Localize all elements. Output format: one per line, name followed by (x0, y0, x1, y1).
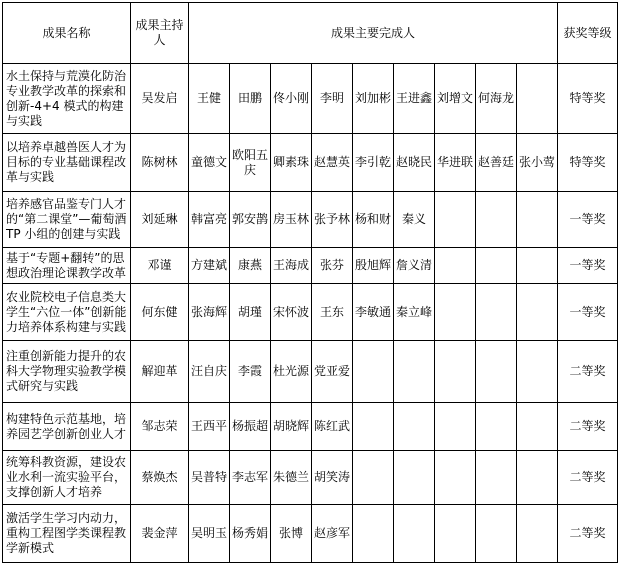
member-name (394, 505, 435, 563)
member-name (476, 403, 517, 451)
member-name (476, 505, 517, 563)
award-level: 一等奖 (558, 192, 618, 248)
member-name: 何海龙 (476, 64, 517, 134)
member-name: 华进联 (435, 134, 476, 192)
award-level: 二等奖 (558, 341, 618, 403)
table-body (3, 64, 618, 563)
header-level: 获奖等级 (558, 3, 618, 64)
achievement-name: 农业院校电子信息类大学生“六位一体”创新能力培养体系构建与实践 (3, 284, 131, 341)
member-name: 李引乾 (353, 134, 394, 192)
leader-name: 陈树林 (131, 134, 189, 192)
member-name: 韩富亮 (189, 192, 230, 248)
member-name: 李霞 (230, 341, 271, 403)
achievement-name: 构建特色示范基地，培养园艺学创新创业人才 (3, 403, 131, 451)
table-row (3, 451, 618, 505)
member-name (435, 505, 476, 563)
award-level: 二等奖 (558, 505, 618, 563)
member-name: 童德文 (189, 134, 230, 192)
table-row (3, 248, 618, 284)
member-name: 王东 (312, 284, 353, 341)
member-name: 党亚爱 (312, 341, 353, 403)
table-row (3, 284, 618, 341)
member-name (353, 403, 394, 451)
header-row (3, 3, 618, 64)
member-name: 李敏通 (353, 284, 394, 341)
award-level: 二等奖 (558, 403, 618, 451)
leader-name: 解迎革 (131, 341, 189, 403)
achievement-name: 激活学生学习内动力，重构工程图学类课程教学新模式 (3, 505, 131, 563)
member-name: 张小莺 (517, 134, 558, 192)
member-name (435, 248, 476, 284)
member-name (517, 248, 558, 284)
member-name: 张予林 (312, 192, 353, 248)
member-name: 胡笑涛 (312, 451, 353, 505)
member-name: 赵晓民 (394, 134, 435, 192)
table-row (3, 192, 618, 248)
award-level: 一等奖 (558, 248, 618, 284)
member-name: 张博 (271, 505, 312, 563)
member-name: 吴明玉 (189, 505, 230, 563)
member-name (517, 451, 558, 505)
member-name: 汪自庆 (189, 341, 230, 403)
leader-name: 何东健 (131, 284, 189, 341)
member-name (435, 192, 476, 248)
member-name: 杜光源 (271, 341, 312, 403)
member-name: 张芬 (312, 248, 353, 284)
member-name (435, 403, 476, 451)
member-name: 李志军 (230, 451, 271, 505)
member-name (394, 451, 435, 505)
achievement-name: 注重创新能力提升的农科大学物理实验教学模式研究与实践 (3, 341, 131, 403)
member-name (517, 341, 558, 403)
member-name: 秦义 (394, 192, 435, 248)
member-name: 殷旭辉 (353, 248, 394, 284)
member-name: 杨秀娟 (230, 505, 271, 563)
achievement-name: 统筹科教资源，建设农业水利一流实验平台，支撑创新人才培养 (3, 451, 131, 505)
member-name: 宋怀波 (271, 284, 312, 341)
member-name (517, 192, 558, 248)
achievement-name: 基于“专题+翻转”的思想政治理论课教学改革 (3, 248, 131, 284)
member-name: 杨和财 (353, 192, 394, 248)
member-name (476, 341, 517, 403)
leader-name: 邓谨 (131, 248, 189, 284)
table-row (3, 505, 618, 563)
achievement-name: 以培养卓越兽医人才为目标的专业基础课程改革与实践 (3, 134, 131, 192)
award-level: 一等奖 (558, 284, 618, 341)
member-name (353, 505, 394, 563)
member-name: 卿素珠 (271, 134, 312, 192)
member-name (353, 451, 394, 505)
member-name (394, 403, 435, 451)
member-name (435, 341, 476, 403)
member-name: 王健 (189, 64, 230, 134)
member-name: 刘增文 (435, 64, 476, 134)
member-name (517, 284, 558, 341)
achievement-name: 培养感官品鉴专门人才的“第二课堂”—葡萄酒 TP 小组的创建与实践 (3, 192, 131, 248)
member-name: 赵善廷 (476, 134, 517, 192)
leader-name: 蔡焕杰 (131, 451, 189, 505)
member-name: 朱德兰 (271, 451, 312, 505)
achievement-name: 水土保持与荒漠化防治专业教学改革的探索和创新-4+4 模式的构建与实践 (3, 64, 131, 134)
member-name (435, 451, 476, 505)
member-name: 王西平 (189, 403, 230, 451)
member-name (476, 451, 517, 505)
member-name: 佟小刚 (271, 64, 312, 134)
member-name (476, 284, 517, 341)
member-name: 杨振超 (230, 403, 271, 451)
member-name: 王海成 (271, 248, 312, 284)
member-name (476, 248, 517, 284)
member-name: 王进鑫 (394, 64, 435, 134)
header-leader: 成果主持人 (131, 3, 189, 64)
member-name: 田鹏 (230, 64, 271, 134)
member-name (353, 341, 394, 403)
table-row (3, 64, 618, 134)
member-name: 刘加彬 (353, 64, 394, 134)
member-name: 郭安鹊 (230, 192, 271, 248)
member-name (476, 192, 517, 248)
header-members: 成果主要完成人 (189, 3, 558, 64)
member-name: 张海辉 (189, 284, 230, 341)
member-name (517, 505, 558, 563)
member-name: 詹义清 (394, 248, 435, 284)
member-name: 房玉林 (271, 192, 312, 248)
table-row (3, 403, 618, 451)
member-name: 欧阳五庆 (230, 134, 271, 192)
award-level: 二等奖 (558, 451, 618, 505)
leader-name: 刘延琳 (131, 192, 189, 248)
member-name: 吴普特 (189, 451, 230, 505)
member-name (517, 403, 558, 451)
header-name: 成果名称 (3, 3, 131, 64)
leader-name: 邹志荣 (131, 403, 189, 451)
member-name (435, 284, 476, 341)
award-level: 特等奖 (558, 134, 618, 192)
leader-name: 裴金萍 (131, 505, 189, 563)
table-row (3, 134, 618, 192)
leader-name: 吴发启 (131, 64, 189, 134)
member-name (517, 64, 558, 134)
member-name: 胡瑾 (230, 284, 271, 341)
member-name: 李明 (312, 64, 353, 134)
table-row (3, 341, 618, 403)
member-name: 康燕 (230, 248, 271, 284)
award-level: 特等奖 (558, 64, 618, 134)
member-name (394, 341, 435, 403)
member-name: 胡晓辉 (271, 403, 312, 451)
member-name: 赵慧英 (312, 134, 353, 192)
member-name: 方建斌 (189, 248, 230, 284)
member-name: 秦立峰 (394, 284, 435, 341)
member-name: 陈红武 (312, 403, 353, 451)
awards-table (2, 2, 618, 563)
member-name: 赵彦军 (312, 505, 353, 563)
